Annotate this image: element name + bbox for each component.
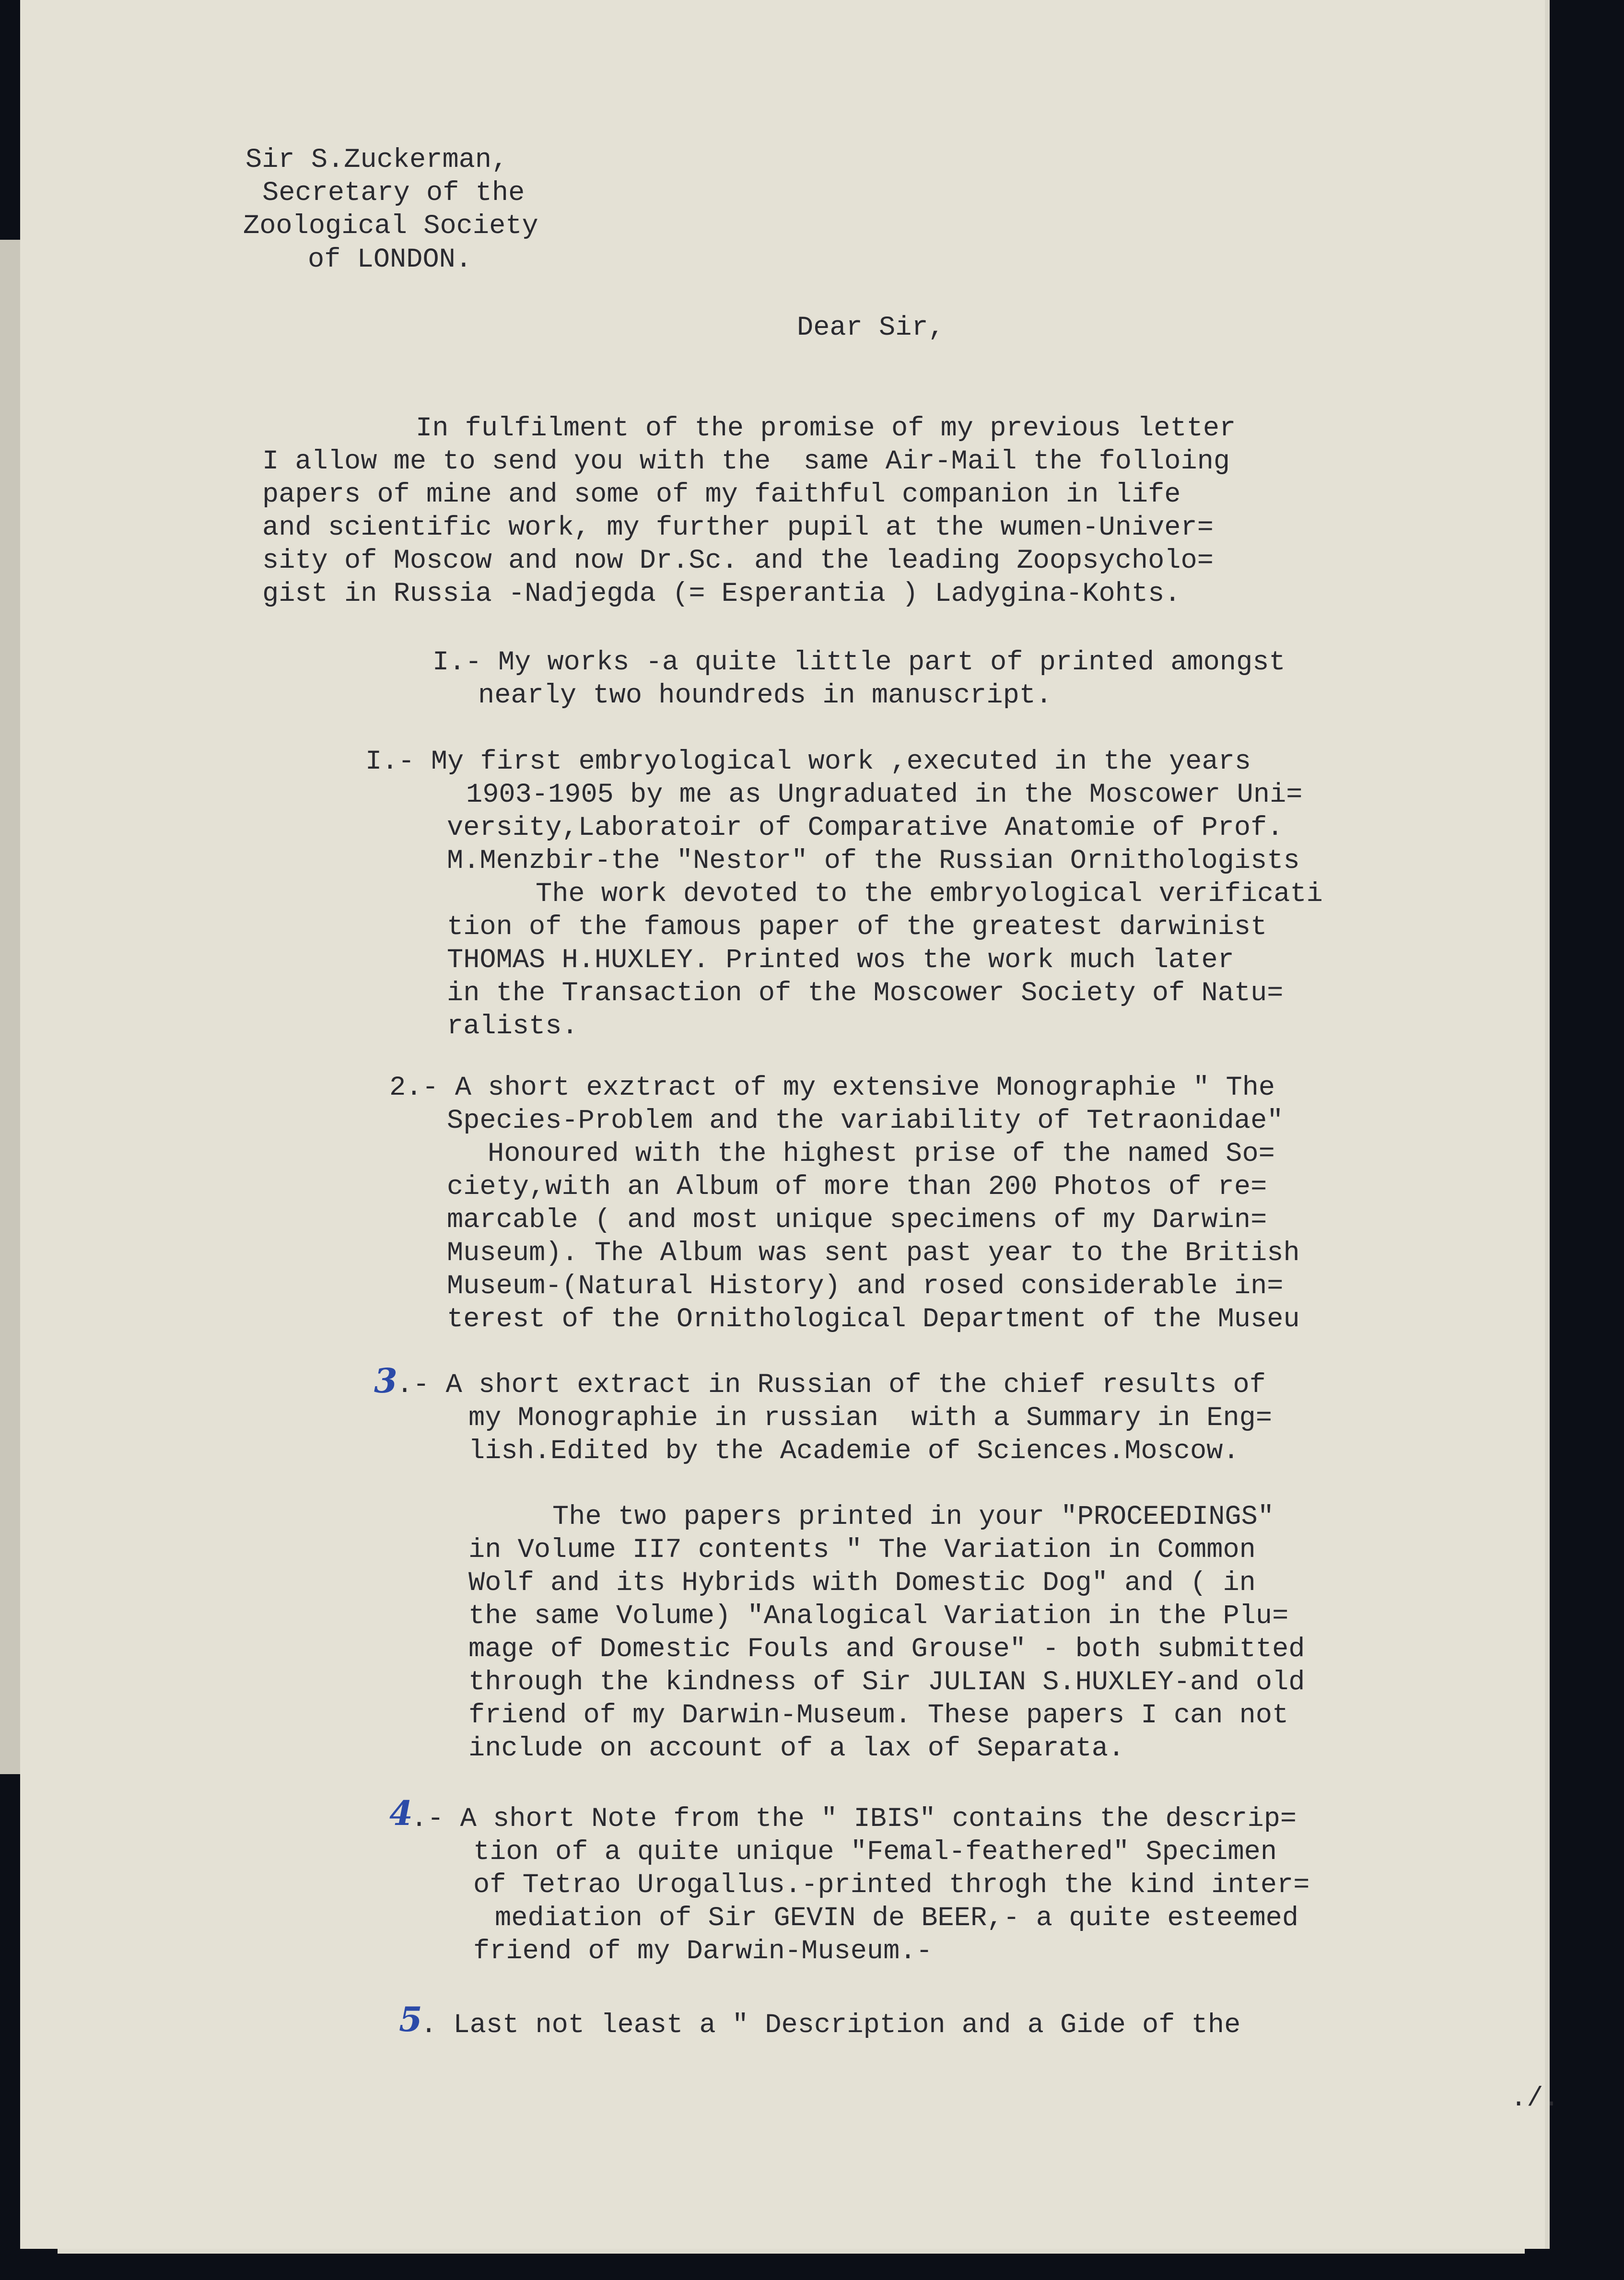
item-line: I.- My first embryological work ,executed in the years — [365, 747, 1251, 777]
item-line: .- A short extract in Russian of the chief results of — [397, 1370, 1266, 1401]
paragraph-line: the same Volume) "Analogical Variation in the Plu= — [468, 1601, 1289, 1632]
item-line: marcable ( and most unique specimens of my Darwin= — [447, 1205, 1267, 1236]
addressee-line-1: Sir S.Zuckerman, — [245, 145, 508, 175]
addressee-line-4: of LONDON. — [308, 245, 472, 275]
handwritten-number: 4 — [389, 1793, 413, 1833]
paragraph-line: friend of my Darwin-Museum. These papers I can not — [468, 1700, 1289, 1731]
item-line: ciety,with an Album of more than 200 Photos of re= — [447, 1172, 1267, 1203]
intro-line: gist in Russia -Nadjegda (= Esperantia ) Ladygina-Kohts. — [262, 579, 1181, 609]
salutation: Dear Sir, — [797, 313, 945, 343]
paragraph-line: Wolf and its Hybrids with Domestic Dog" and ( in — [468, 1568, 1256, 1599]
intro-line: papers of mine and some of my faithful companion in life — [262, 479, 1181, 510]
item-line: terest of the Ornithological Department of the Museu — [447, 1304, 1300, 1335]
item-line: Museum). The Album was sent past year to the British — [447, 1238, 1300, 1269]
paragraph-line: through the kindness of Sir JULIAN S.HUXLEY-and old — [468, 1667, 1305, 1698]
addressee-line-2: Secretary of the — [262, 178, 525, 209]
item-line: my Monographie in russian with a Summary in Eng= — [468, 1403, 1273, 1434]
item-line: Honoured with the highest prise of the named So= — [488, 1139, 1275, 1169]
paragraph-line: mage of Domestic Fouls and Grouse" - both submitted — [468, 1634, 1305, 1665]
intro-line: I allow me to send you with the same Air-Mail the folloing — [262, 446, 1230, 477]
handwritten-number: 3 — [374, 1361, 397, 1401]
intro-line: In fulfilment of the promise of my previous letter — [416, 413, 1236, 444]
item-line: .- A short Note from the " IBIS" contains the descrip= — [411, 1804, 1297, 1835]
item-line: lish.Edited by the Academie of Sciences.Moscow. — [468, 1436, 1239, 1467]
paragraph-line: include on account of a lax of Separata. — [468, 1733, 1125, 1764]
item-line: friend of my Darwin-Museum.- — [473, 1936, 933, 1967]
item-line: mediation of Sir GEVIN de BEER,- a quite esteemed — [495, 1903, 1299, 1934]
heading-line: nearly two houndreds in manuscript. — [478, 680, 1052, 711]
item-line: in the Transaction of the Moscower Society of Natu= — [447, 978, 1284, 1009]
item-line: The work devoted to the embryological verificati — [536, 879, 1323, 910]
continuation-mark: ./. — [1510, 2083, 1560, 2114]
item-line: 2.- A short exztract of my extensive Monographie " The — [389, 1073, 1275, 1103]
heading-line: I.- My works -a quite little part of printed amongst — [432, 647, 1285, 678]
paragraph-line: in Volume II7 contents " The Variation in Common — [468, 1535, 1256, 1566]
item-line: ralists. — [447, 1011, 578, 1042]
item-line: THOMAS H.HUXLEY. Printed wos the work much later — [447, 945, 1234, 976]
item-line: Museum-(Natural History) and rosed considerable in= — [447, 1271, 1284, 1302]
addressee-line-3: Zoological Society — [243, 211, 538, 242]
item-line: 1903-1905 by me as Ungraduated in the Moscower Uni= — [466, 780, 1303, 810]
item-line: M.Menzbir-the "Nestor" of the Russian Ornithologists — [447, 846, 1300, 877]
intro-line: sity of Moscow and now Dr.Sc. and the leading Zoopsycholo= — [262, 546, 1214, 576]
item-line: tion of the famous paper of the greatest darwinist — [447, 912, 1267, 943]
handwritten-number: 5 — [399, 1999, 422, 2039]
item-line: of Tetrao Urogallus.-printed throgh the kind inter= — [473, 1870, 1310, 1901]
item-line: tion of a quite unique "Femal-feathered" Specimen — [473, 1837, 1277, 1868]
letter-page — [20, 0, 1550, 2249]
item-line: versity,Laboratoir of Comparative Anatomie of Prof. — [447, 813, 1284, 843]
paragraph-line: The two papers printed in your "PROCEEDINGS" — [552, 1502, 1274, 1532]
item-line: . Last not least a " Description and a Gide of the — [421, 2010, 1241, 2041]
underlying-sheet-edge — [0, 240, 20, 1774]
item-line: Species-Problem and the variability of Tetraonidae" — [447, 1106, 1284, 1136]
intro-line: and scientific work, my further pupil at the wumen-Univer= — [262, 513, 1214, 543]
